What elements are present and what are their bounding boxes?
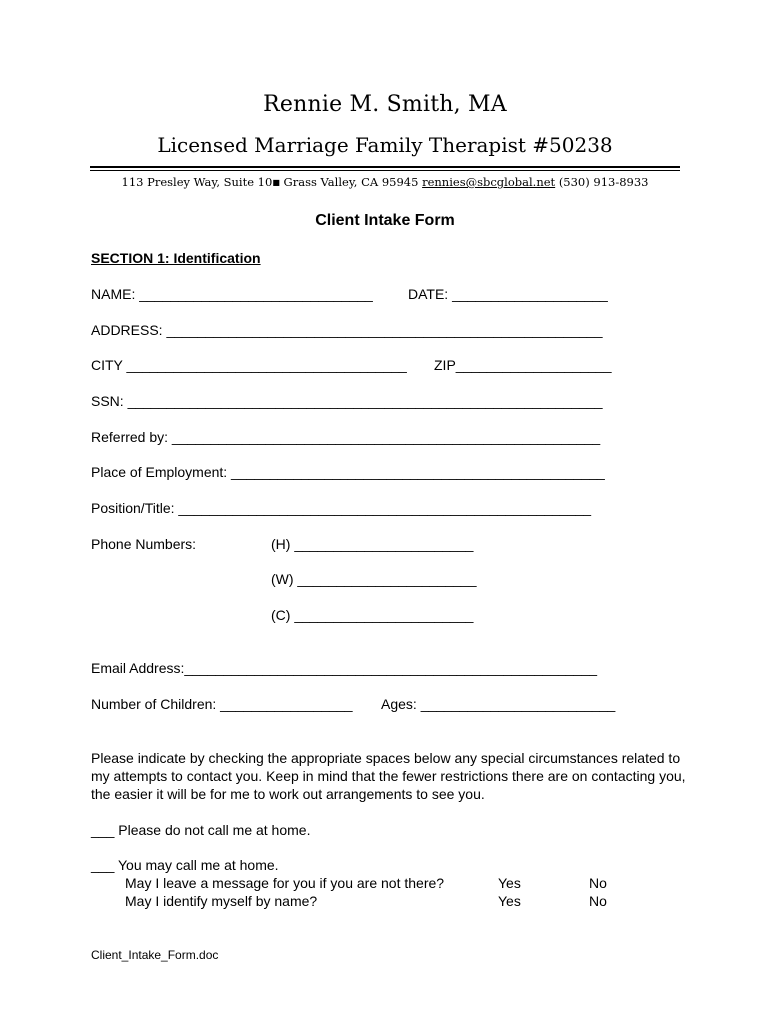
date-field[interactable]: DATE: ____________________ xyxy=(408,286,608,302)
address-field[interactable]: ADDRESS: ________________________________________________________ xyxy=(91,322,603,338)
city-state-zip: Grass Valley, CA 95945 xyxy=(283,175,419,189)
header-rule-thin xyxy=(90,170,680,171)
therapist-title: Licensed Marriage Family Therapist #50238 xyxy=(157,133,613,157)
contact-line xyxy=(0,175,770,189)
cell-phone-field[interactable]: (C) _______________________ xyxy=(271,607,474,623)
section-heading: SECTION 1: Identification xyxy=(91,250,261,266)
leave-message-question: May I leave a message for you if you are not there? xyxy=(125,875,445,891)
contact-instructions: Please indicate by checking the appropriate spaces below any special circumstances related to my attempts to contact you. Keep in mind that the fewer restrictions there are on contacting you, the easier it will be for me to work out arrangements to see you. xyxy=(91,750,686,802)
therapist-name: Rennie M. Smith, MA xyxy=(263,92,507,117)
position-title-field[interactable]: Position/Title: _____________________________________________________ xyxy=(91,500,592,516)
name-field[interactable]: NAME: ______________________________ xyxy=(91,286,373,302)
work-phone-field[interactable]: (W) _______________________ xyxy=(271,571,477,587)
number-of-children-field[interactable]: Number of Children: _________________ xyxy=(91,696,353,712)
may-call-option[interactable]: ___ You may call me at home. xyxy=(91,857,279,873)
email-link[interactable]: rennies@sbcglobal.net xyxy=(422,175,556,189)
email-address-field[interactable]: Email Address:_____________________________________________________ xyxy=(91,660,598,676)
city-field[interactable]: CITY ____________________________________ xyxy=(91,357,407,373)
header-rule-thick xyxy=(90,166,680,168)
do-not-call-option[interactable]: ___ Please do not call me at home. xyxy=(91,822,311,838)
phone-number: (530) 913-8933 xyxy=(558,175,649,189)
referred-by-field[interactable]: Referred by: _______________________________________________________ xyxy=(91,429,601,445)
ages-field[interactable]: Ages: _________________________ xyxy=(381,696,616,712)
footer-filename: Client_Intake_Form.doc xyxy=(91,948,219,962)
identify-by-name-yes[interactable]: Yes xyxy=(498,893,521,909)
separator-square: ■ xyxy=(272,178,280,187)
street-address: 113 Presley Way, Suite 10 xyxy=(121,175,273,189)
ssn-field[interactable]: SSN: _____________________________________________________________ xyxy=(91,393,603,409)
home-phone-field[interactable]: (H) _______________________ xyxy=(271,536,474,552)
phone-numbers-label: Phone Numbers: xyxy=(91,536,197,552)
identify-by-name-no[interactable]: No xyxy=(589,893,607,909)
leave-message-no[interactable]: No xyxy=(589,875,607,891)
leave-message-yes[interactable]: Yes xyxy=(498,875,521,891)
zip-field[interactable]: ZIP____________________ xyxy=(434,357,612,373)
employment-field[interactable]: Place of Employment: ________________________________________________ xyxy=(91,464,605,480)
identify-by-name-question: May I identify myself by name? xyxy=(125,893,318,909)
form-title: Client Intake Form xyxy=(315,212,455,229)
